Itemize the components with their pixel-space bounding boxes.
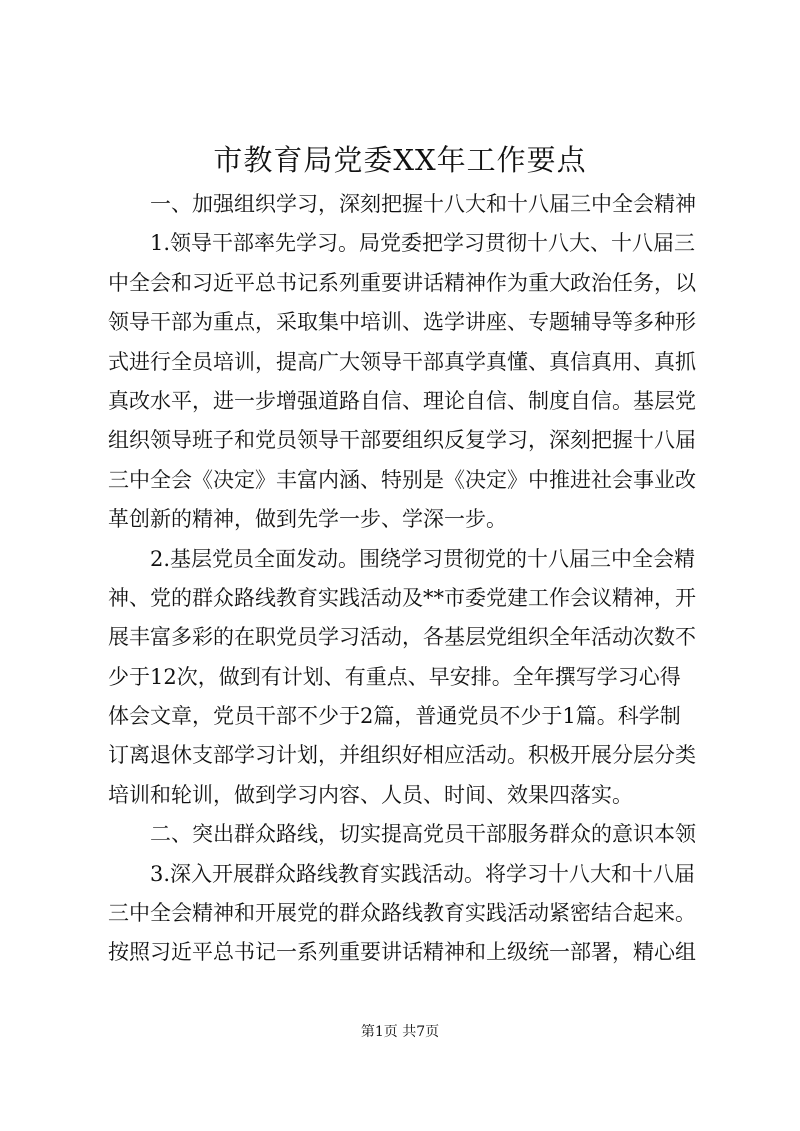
paragraph-line: 2.基层党员全面发动。围绕学习贯彻党的十八届三中全会精 [150, 546, 696, 571]
paragraph-line: 展丰富多彩的在职党员学习活动，各基层党组织全年活动次数不 [108, 625, 696, 650]
paragraph-line: 按照习近平总书记一系列重要讲话精神和上级统一部署，精心组 [108, 940, 696, 965]
document-body [108, 185, 708, 973]
paragraph-line: 培训和轮训，做到学习内容、人员、时间、效果四落实。 [108, 782, 633, 807]
paragraph-line: 神、党的群众路线教育实践活动及**市委党建工作会议精神，开 [108, 585, 696, 610]
paragraph-line: 3.深入开展群众路线教育实践活动。将学习十八大和十八届 [150, 861, 696, 886]
paragraph-line: 少于12次，做到有计划、有重点、早安排。全年撰写学习心得 [108, 664, 681, 689]
paragraph-line: 三中全会《决定》丰富内涵、特别是《决定》中推进社会事业改 [108, 467, 696, 492]
paragraph-line: 领导干部为重点，采取集中培训、选学讲座、专题辅导等多种形 [108, 310, 696, 335]
paragraph-line: 体会文章，党员干部不少于2篇，普通党员不少于1篇。科学制 [108, 704, 681, 729]
section-heading-1: 一、加强组织学习，深刻把握十八大和十八届三中全会精神 [150, 192, 696, 216]
paragraph-line: 中全会和习近平总书记系列重要讲话精神作为重大政治任务，以 [108, 270, 696, 295]
section-heading-2: 二、突出群众路线，切实提高党员干部服务群众的意识本领 [150, 822, 696, 847]
paragraph-line: 三中全会精神和开展党的群众路线教育实践活动紧密结合起来。 [108, 901, 696, 926]
paragraph-line: 式进行全员培训，提高广大领导干部真学真懂、真信真用、真抓 [108, 349, 696, 374]
paragraph-line: 革创新的精神，做到先学一步、学深一步。 [108, 507, 507, 532]
document-title: 市教育局党委XX年工作要点 [213, 143, 587, 177]
paragraph-line: 真改水平，进一步增强道路自信、理论自信、制度自信。基层党 [108, 388, 696, 413]
page-footer: 第1页 共7页 [360, 1024, 440, 1040]
paragraph-line: 组织领导班子和党员领导干部要组织反复学习，深刻把握十八届 [108, 428, 696, 453]
paragraph-line: 订离退休支部学习计划，并组织好相应活动。积极开展分层分类 [108, 743, 696, 768]
paragraph-line: 1.领导干部率先学习。局党委把学习贯彻十八大、十八届三 [150, 231, 696, 256]
